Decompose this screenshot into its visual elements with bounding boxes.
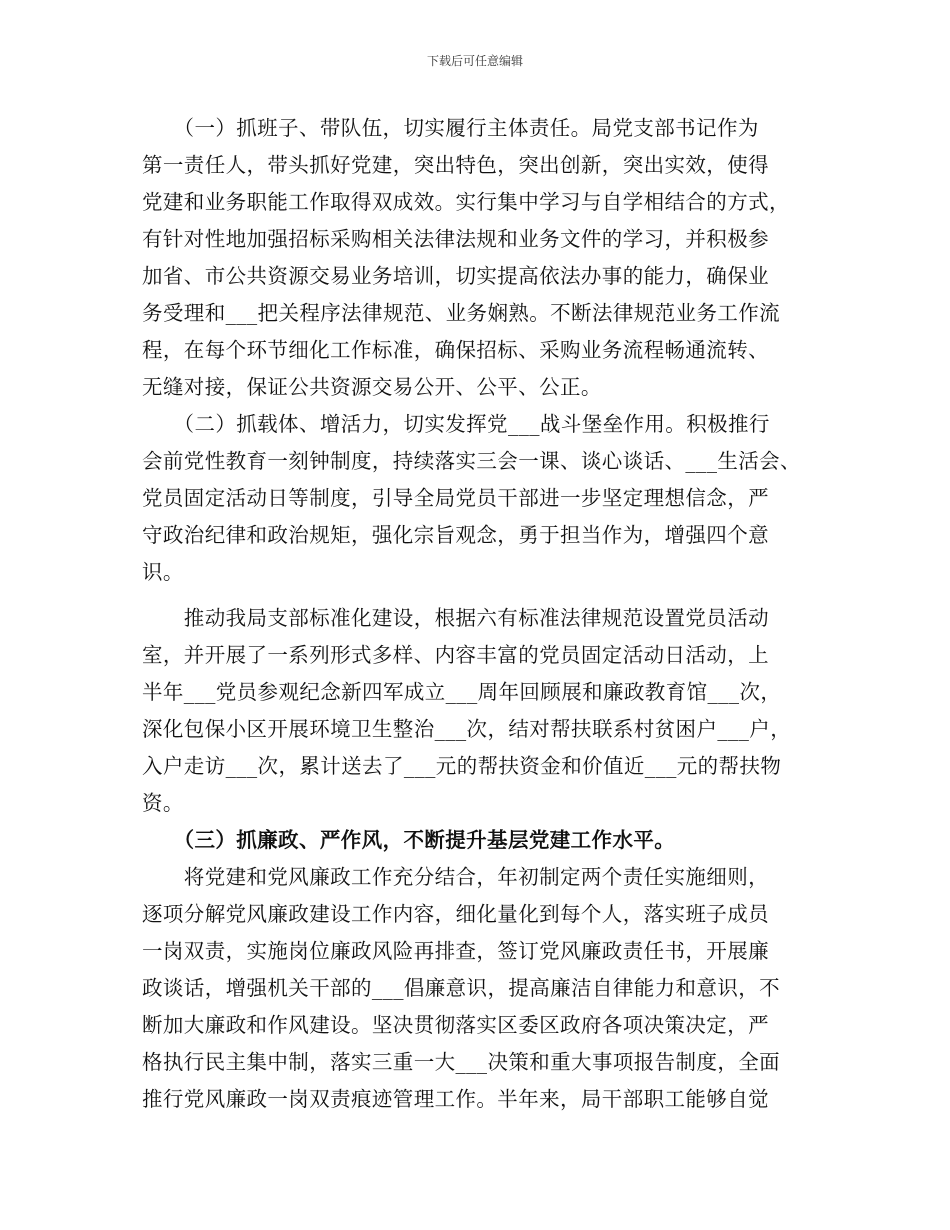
- paragraph-1-line-2: 第一责任人，带头抓好党建，突出特色，突出创新，突出实效，使得: [142, 153, 769, 177]
- paragraph-2-line-3: 党员固定活动日等制度，引导全局党员干部进一步坚定理想信念，严: [142, 486, 769, 510]
- paragraph-1-line-6: 务受理和___把关程序法律规范、业务娴熟。不断法律规范业务工作流: [142, 301, 781, 325]
- paragraph-3-line-5: 入户走访___次，累计送去了___元的帮扶资金和价值近___元的帮扶物: [142, 754, 782, 778]
- paragraph-1-line-3: 党建和业务职能工作取得双成效。实行集中学习与自学相结合的方式，: [142, 190, 790, 214]
- document-body: [142, 110, 826, 1118]
- paragraph-1-line-8: 无缝对接，保证公共资源交易公开、公平、公正。: [142, 375, 602, 399]
- paragraph-3-line-6: 资。: [142, 791, 184, 815]
- paragraph-4-line-5: 断加大廉政和作风建设。坚决贯彻落实区委区政府各项决策决定，严: [142, 1013, 769, 1037]
- page-header: 下载后可任意编辑: [426, 54, 523, 68]
- paragraph-4-line-3: 一岗双责，实施岗位廉政风险再排查，签订党风廉政责任书，开展廉: [142, 939, 769, 963]
- paragraph-2-line-4: 守政治纪律和政治规矩，强化宗旨观念，勇于担当作为，增强四个意: [142, 523, 769, 547]
- paragraph-1-line-1: （一）抓班子、带队伍，切实履行主体责任。局党支部书记作为: [142, 116, 759, 140]
- paragraph-4-line-7: 推行党风廉政一岗双责痕迹管理工作。半年来，局干部职工能够自觉: [142, 1087, 769, 1111]
- paragraph-2-line-1: （二）抓载体、增活力，切实发挥党___战斗堡垒作用。积极推行: [142, 412, 770, 436]
- paragraph-3-line-1: 推动我局支部标准化建设，根据六有标准法律规范设置党员活动: [142, 606, 769, 630]
- paragraph-1-line-4: 有针对性地加强招标采购相关法律法规和业务文件的学习，并积极参: [142, 227, 769, 251]
- paragraph-3-line-4: 深化包保小区开展环境卫生整治___次，结对帮扶联系村贫困户___户，: [142, 717, 792, 741]
- paragraph-4-line-2: 逐项分解党风廉政建设工作内容，细化量化到每个人，落实班子成员: [142, 902, 769, 926]
- section-heading-3: （三）抓廉政、严作风，不断提升基层党建工作水平。: [142, 828, 676, 852]
- paragraph-1-line-7: 程，在每个环节细化工作标准，确保招标、采购业务流程畅通流转、: [142, 338, 769, 362]
- paragraph-4-line-4: 政谈话，增强机关干部的___倡廉意识，提高廉洁自律能力和意识，不: [142, 976, 781, 1000]
- paragraph-2-line-2: 会前党性教育一刻钟制度，持续落实三会一课、谈心谈话、___生活会、: [142, 449, 801, 473]
- paragraph-gap: [142, 591, 826, 600]
- paragraph-3-line-2: 室，并开展了一系列形式多样、内容丰富的党员固定活动日活动，上: [142, 643, 769, 667]
- paragraph-4-line-6: 格执行民主集中制，落实三重一大___决策和重大事项报告制度，全面: [142, 1050, 781, 1074]
- paragraph-3-line-3: 半年___党员参观纪念新四军成立___周年回顾展和廉政教育馆___次，: [142, 680, 782, 704]
- paragraph-2-line-5: 识。: [142, 560, 184, 584]
- paragraph-4-line-1: 将党建和党风廉政工作充分结合，年初制定两个责任实施细则，: [142, 865, 769, 889]
- paragraph-1-line-5: 加省、市公共资源交易业务培训，切实提高依法办事的能力，确保业: [142, 264, 769, 288]
